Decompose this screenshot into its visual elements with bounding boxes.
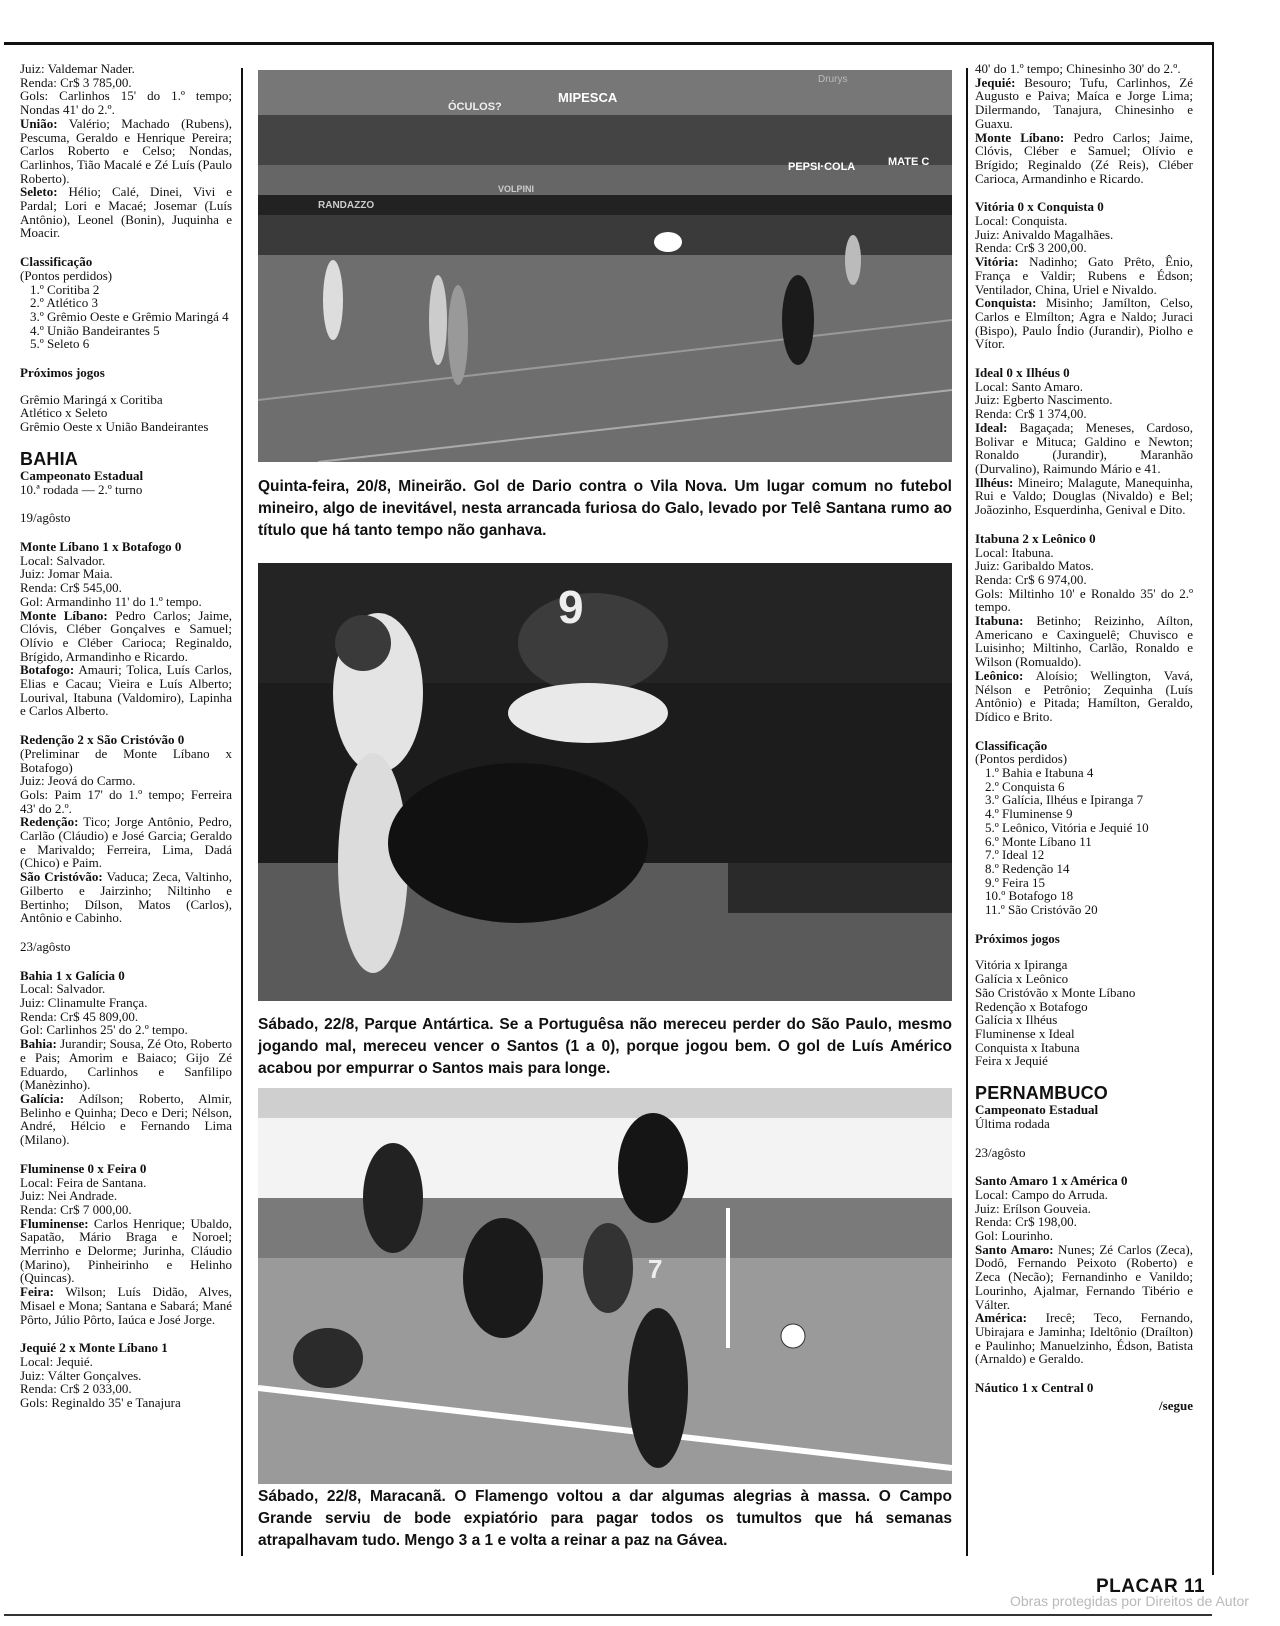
lineup-text: Pedro Carlos; Jaime, Clóvis, Cléber Gonçalves e Samuel; Olívio e Cléber Carioca; Reginaldo, Brígido, Armandinho e Ricardo.	[20, 607, 232, 664]
match-report	[975, 200, 1193, 351]
lineup-line	[975, 296, 1193, 351]
next-game: São Cristóvão x Monte Líbano	[975, 984, 1136, 1000]
team-name: Jequié:	[975, 74, 1016, 90]
lineup-line	[20, 609, 232, 664]
match-detail: Renda: Cr$ 1 374,00.	[975, 406, 1087, 422]
match-detail: Local: Feira de Santana.	[20, 1174, 147, 1190]
classification-row: 4.º Fluminense 9	[985, 806, 1073, 822]
match-detail: Gols: Paim 17' do 1.º tempo; Ferreira 43' do 2.º.	[20, 786, 232, 816]
next-games-block	[975, 932, 1193, 1068]
classification-row: 2.º Atlético 3	[30, 295, 98, 311]
classification-block	[20, 255, 232, 351]
team-name: União:	[20, 115, 58, 131]
match-detail: Renda: Cr$ 2 033,00.	[20, 1381, 132, 1397]
match-title: Itabuna 2 x Leônico 0	[975, 530, 1096, 546]
match-report	[20, 1162, 232, 1326]
match-detail: Juiz: Válter Gonçalves.	[20, 1367, 142, 1383]
lineup-line	[975, 255, 1193, 296]
lineup-text: Vaduca; Zeca, Valtinho, Gilberto e Jairzinho; Niltinho e Bertinho; Dílson, Matos (Carlos), Antônio e Cabinho.	[20, 869, 233, 926]
classification-row: 7.º Ideal 12	[985, 847, 1045, 863]
column-rule-left	[241, 68, 243, 1556]
lineup-line	[20, 815, 232, 870]
match-title: Ideal 0 x Ilhéus 0	[975, 365, 1070, 381]
next-games-block	[20, 366, 232, 434]
photo-mineirao	[258, 70, 952, 462]
match-report	[20, 540, 232, 718]
match-report	[20, 969, 232, 1147]
lineup-text: Nadinho; Gato Prêto, Ênio, França e Valdir; Rubens e Édson; Ventilador, China, Uriel e Nivaldo.	[975, 254, 1193, 297]
stadium-sign: Drurys	[818, 74, 848, 85]
lineup-text: Misinho; Jamílton, Celso, Carlos e Elmílton; Agra e Naldo; Juraci (Bispo), Paulo Índio (Jurandir), Piolho e Vítor.	[975, 295, 1193, 352]
next-games-title: Próximos jogos	[975, 930, 1060, 946]
match-detail: Renda: Cr$ 198,00.	[975, 1214, 1077, 1230]
match-detail: Juiz: Nei Andrade.	[20, 1188, 118, 1204]
lineup-line	[20, 1285, 232, 1326]
lineup-text: Valério; Machado (Rubens), Pescuma, Geraldo e Henrique Pereira; Carlos Roberto e Celso; Nondas, Carlinhos, Tião Macalé e Zé Luís (Paulo Roberto).	[20, 115, 232, 186]
lineup-line	[20, 1092, 232, 1147]
next-games-title: Próximos jogos	[20, 365, 105, 381]
match-title: Jequié 2 x Monte Líbano 1	[20, 1340, 168, 1356]
footer-rule	[4, 1614, 1212, 1616]
referee-line: Juiz: Valdemar Nader.	[20, 61, 135, 76]
jersey-number: 7	[648, 1254, 663, 1284]
team-name: Galícia:	[20, 1091, 65, 1106]
classification-row: 1.º Coritiba 2	[30, 281, 100, 297]
team-name: Botafogo:	[20, 662, 75, 678]
column-rule-right	[966, 68, 968, 1556]
match-detail: Local: Salvador.	[20, 552, 106, 568]
classification-row: 4.º União Bandeirantes 5	[30, 322, 160, 338]
stadium-sign: ÓCULOS?	[448, 101, 502, 113]
lineup-text: Adílson; Roberto, Almir, Belinho e Quinha; Deco e Deri; Nélson, André, Hélcio e Fernando Lima (Milano).	[20, 1091, 232, 1148]
match-detail: Gol: Armandinho 11' do 1.º tempo.	[20, 593, 202, 609]
next-game: Grêmio Maringá x Coritiba	[20, 391, 163, 407]
match-title: Redenção 2 x São Cristóvão 0	[20, 732, 185, 748]
match-detail: Gol: Lourinho.	[975, 1228, 1053, 1244]
match-title: Santo Amaro 1 x América 0	[975, 1173, 1128, 1189]
championship-name: Campeonato Estadual	[975, 1102, 1099, 1118]
team-name: Seleto:	[20, 184, 58, 200]
match-report	[975, 1174, 1193, 1366]
page-label: PLACAR 11	[1096, 1576, 1206, 1597]
match-detail: Renda: Cr$ 45 809,00.	[20, 1008, 139, 1024]
classification-row: 5.º Seleto 6	[30, 336, 90, 352]
stadium-sign: MATE C	[888, 156, 930, 168]
classification-subtitle: (Pontos perdidos)	[20, 267, 113, 283]
lineup-text: Bagaçada; Meneses, Cardoso, Bolivar e Mituca; Galdino e Newton; Ronaldo (Jurandir), Maranhão (Durvalino), Raimundo Mário e 41.	[975, 419, 1193, 476]
next-game: Galícia x Leônico	[975, 971, 1069, 987]
match-detail: Juiz: Garibaldo Matos.	[975, 558, 1094, 574]
caption-mineirao: Quinta-feira, 20/8, Mineirão. Gol de Dario contra o Vila Nova. Um lugar comum no futebol mineiro, algo de inevitável, nesta arrancada furiosa do Galo, levado por Telê Santana rumo ao título que há tanto tempo não ganhava.	[258, 478, 952, 539]
match-detail: Local: Santo Amaro.	[975, 378, 1083, 394]
classification-row: 1.º Bahia e Itabuna 4	[985, 765, 1094, 781]
round-label: Última rodada	[975, 1115, 1050, 1131]
match-report	[975, 532, 1193, 724]
match-report	[20, 1341, 232, 1410]
next-game: Redenção x Botafogo	[975, 998, 1088, 1014]
photo-maracana-image	[258, 1088, 952, 1484]
match-detail: Renda: Cr$ 6 974,00.	[975, 571, 1087, 587]
lineup-line	[975, 614, 1193, 669]
team-name: Fluminense:	[20, 1215, 89, 1231]
classification-row: 3.º Galícia, Ilhéus e Ipiranga 7	[985, 792, 1144, 808]
stadium-sign: MIPESCA	[558, 90, 618, 105]
team-name: Feira:	[20, 1284, 54, 1300]
lineup-text: Jurandir; Sousa, Zé Oto, Roberto e Pais; Amorim e Baiaco; Gijo Zé Eduardo, Carlinhos e Sanfilipo (Manèzinho).	[20, 1036, 232, 1093]
lineup-line	[20, 663, 232, 718]
match-detail: Juiz: Anivaldo Magalhães.	[975, 226, 1114, 242]
team-name: Itabuna:	[975, 613, 1024, 629]
match-detail: Local: Jequié.	[20, 1353, 93, 1369]
match-detail: Renda: Cr$ 3 200,00.	[975, 240, 1087, 256]
classification-row: 2.º Conquista 6	[985, 778, 1065, 794]
next-game: Atlético x Seleto	[20, 405, 108, 421]
region-title: BAHIA	[20, 448, 78, 469]
classification-row: 6.º Monte Líbano 11	[985, 833, 1092, 849]
photo-parque-antartica-image	[258, 563, 952, 1001]
lineup-text: Betinho; Reizinho, Aílton, Americano e Caxinguelê; Chuvisco e Luisinho; Miltinho, Carlão, Ronaldo e Wilson (Romualdo).	[975, 613, 1193, 670]
team-name: Ilhéus:	[975, 474, 1014, 490]
team-name: Redenção:	[20, 814, 79, 830]
lineup-text: Irecê; Teco, Fernando, Ubirajara e Jaminha; Ideltônio (Draílton) e Paulinho; Manuelzinho, Édson, Batista (Arnaldo) e Geraldo.	[975, 1310, 1193, 1367]
next-game: Galícia x Ilhéus	[975, 1012, 1058, 1028]
date-label: 19/agôsto	[20, 510, 71, 526]
team-name: Vitória:	[975, 254, 1019, 270]
stadium-sign: PEPSI·COLA	[788, 161, 856, 173]
lineup-text: Wilson; Luís Didão, Alves, Misael e Mona; Santana e Sabará; Mané Pôrto, Júlio Pôrto, Iaúca e José Jorge.	[20, 1284, 232, 1327]
classification-title: Classificação	[975, 737, 1048, 753]
watermark: Obras protegidas por Direitos de Autor	[1010, 1593, 1249, 1609]
lineup-line	[975, 1243, 1193, 1312]
lineup-line	[20, 1217, 232, 1286]
left-column	[20, 62, 232, 1425]
goals-line: 40' do 1.º tempo; Chinesinho 30' do 2.º.	[975, 61, 1181, 76]
match-detail: Gols: Miltinho 10' e Ronaldo 35' do 2.º tempo.	[975, 585, 1193, 615]
match-detail: Juiz: Jomar Maia.	[20, 566, 113, 582]
parana-game-tail	[20, 62, 232, 240]
lineup-line	[20, 185, 232, 240]
lineup-text: Mineiro; Malagute, Manequinha, Rui e Valdo; Douglas (Nivaldo) e Bel; Joãozinho, Esquerdinha, Genival e Dito.	[975, 474, 1193, 518]
classification-row: 11.º São Cristóvão 20	[985, 902, 1098, 918]
match-report	[975, 366, 1193, 517]
lineup-line	[975, 669, 1193, 724]
stadium-sign: RANDAZZO	[318, 200, 375, 211]
lineup-text: Amauri; Tolica, Luís Carlos, Elias e Cacau; Vieira e Luís Alberto; Lourival, Itabuna (Valdomiro), Lapinha e Carlos Alberto.	[20, 662, 232, 719]
round-label: 10.ª rodada — 2.º turno	[20, 481, 143, 497]
next-game: Fluminense x Ideal	[975, 1026, 1075, 1041]
classification-subtitle: (Pontos perdidos)	[975, 751, 1068, 767]
goals-line: Gols: Carlinhos 15' do 1.º tempo; Nondas 41' do 2.º.	[20, 88, 232, 118]
team-name: Leônico:	[975, 667, 1024, 683]
continues-label: /segue	[1159, 1397, 1193, 1413]
next-game: Feira x Jequié	[975, 1053, 1048, 1069]
classification-row: 5.º Leônico, Vitória e Jequié 10	[985, 819, 1149, 835]
photo-mineirao-image	[258, 70, 952, 462]
classification-title: Classificação	[20, 254, 93, 270]
team-name: Ideal:	[975, 419, 1008, 435]
photo-parque-antartica	[258, 563, 952, 1001]
stadium-sign: VOLPINI	[498, 184, 535, 194]
team-name: Bahia:	[20, 1036, 57, 1052]
classification-row: 10.º Botafogo 18	[985, 888, 1074, 904]
lineup-text: Aloísio; Wellington, Vavá, Nélson e Petrônio; Zequinha (Luís Antônio) e Pitada; Hamílton, Geraldo, Dídico e Brito.	[975, 667, 1193, 724]
lineup-line	[975, 476, 1193, 517]
match-report	[20, 733, 232, 925]
classification-block	[975, 739, 1193, 917]
right-column	[975, 62, 1193, 1412]
lineup-line	[975, 131, 1193, 186]
match-detail: Local: Itabuna.	[975, 544, 1054, 560]
lineup-text: Carlos Henrique; Ubaldo, Sapatão, Mário Braga e Noroel; Merrinho e Delorme; Jurinha, Cláudio (Marino), Pinheirinho e Helinho (Quincas).	[20, 1215, 232, 1286]
match-detail: Local: Salvador.	[20, 981, 106, 997]
income-line: Renda: Cr$ 3 785,00.	[20, 74, 132, 90]
match-title: Náutico 1 x Central 0	[975, 1380, 1094, 1396]
team-name: América:	[975, 1310, 1027, 1326]
date-label: 23/agôsto	[20, 938, 71, 954]
classification-row: 9.º Feira 15	[985, 874, 1045, 890]
match-title: Bahia 1 x Galícia 0	[20, 967, 125, 983]
lineup-text: Nunes; Zé Carlos (Zeca), Dodô, Fernando Peixoto (Roberto) e Zeca (Necão); Fernandinho e Vanildo; Lourinho, Ajalmar, Fernando Tibério e Válter.	[975, 1241, 1194, 1312]
jersey-number: 9	[558, 581, 584, 633]
lineup-line	[975, 421, 1193, 476]
team-name: Monte Líbano:	[20, 607, 108, 623]
match-detail: Local: Campo do Arruda.	[975, 1186, 1108, 1202]
team-name: Monte Líbano:	[975, 129, 1065, 145]
date-label: 23/agôsto	[975, 1144, 1026, 1160]
match-detail: Juiz: Clinamulte França.	[20, 995, 148, 1011]
caption-parque-antartica: Sábado, 22/8, Parque Antártica. Se a Portuguêsa não mereceu perder do São Paulo, mesmo jogando mal, mereceu vencer o Santos (1 a 0), porque jogou bem. O gol de Luís Américo acabou por empurrar o Santos mais para longe.	[258, 1016, 952, 1077]
last-game-block	[975, 1381, 1193, 1412]
caption-maracana: Sábado, 22/8, Maracanã. O Flamengo voltou a dar algumas alegrias à massa. O Campo Grande serviu de bode expiatório para pagar todos os tumultos que há semanas atrapalhavam tudo. Mengo 3 a 1 e volta a reinar a paz na Gávea.	[258, 1488, 952, 1549]
team-name: Santo Amaro:	[975, 1241, 1054, 1257]
bahia-header	[20, 449, 232, 496]
team-name: Conquista:	[975, 295, 1037, 311]
match-title: Vitória 0 x Conquista 0	[975, 199, 1104, 215]
match-detail: Renda: Cr$ 7 000,00.	[20, 1201, 132, 1217]
match-detail: Renda: Cr$ 545,00.	[20, 580, 122, 596]
photo-maracana	[258, 1088, 952, 1484]
next-game: Conquista x Itabuna	[975, 1039, 1080, 1055]
classification-row: 8.º Redenção 14	[985, 860, 1070, 876]
pernambuco-header	[975, 1083, 1193, 1130]
lineup-line	[20, 1037, 232, 1092]
lineup-line	[20, 117, 232, 186]
next-game: Vitória x Ipiranga	[975, 957, 1068, 973]
lineup-text: Pedro Carlos; Jaime, Clóvis, Cléber e Samuel; Olívio e Brígido; Reginaldo (Zé Reis), Cléber Carioca, Armandinho e Ricardo.	[975, 129, 1193, 186]
match-detail: Juiz: Erílson Gouveia.	[975, 1200, 1091, 1216]
match-detail: Juiz: Egberto Nascimento.	[975, 392, 1113, 408]
match-detail: Gol: Carlinhos 25' do 2.º tempo.	[20, 1022, 188, 1038]
team-name: São Cristóvão:	[20, 869, 103, 885]
lineup-line	[20, 870, 232, 925]
lineup-text: Besouro; Tufu, Carlinhos, Zé Augusto e Paiva; Maíca e Jorge Lima; Dilermando, Tanajura, Chinesinho e Guaxu.	[975, 74, 1193, 131]
championship-name: Campeonato Estadual	[20, 467, 144, 483]
classification-row: 3.º Grêmio Oeste e Grêmio Maringá 4	[30, 308, 229, 324]
match-detail: Local: Conquista.	[975, 213, 1068, 229]
lineup-text: Tico; Jorge Antônio, Pedro, Carlão (Cláudio) e José Garcia; Geraldo e Marivaldo; Ferreira, Lima, Dadá (Chico) e Paim.	[20, 814, 232, 871]
match-detail: Gols: Reginaldo 35' e Tanajura	[20, 1395, 181, 1411]
match-title: Fluminense 0 x Feira 0	[20, 1160, 147, 1176]
match-detail: (Preliminar de Monte Líbano x Botafogo)	[20, 745, 232, 775]
jequie-game-tail	[975, 62, 1193, 185]
lineup-text: Hélio; Calé, Dinei, Vivi e Pardal; Lori e Macaé; Josemar (Luís Antônio), Leonel (Bonin), Juquinha e Moacir.	[20, 184, 232, 241]
region-title: PERNAMBUCO	[975, 1083, 1109, 1104]
next-game: Grêmio Oeste x União Bandeirantes	[20, 419, 209, 435]
lineup-line	[975, 76, 1193, 131]
match-title: Monte Líbano 1 x Botafogo 0	[20, 538, 182, 554]
match-detail: Juiz: Jeová do Carmo.	[20, 773, 136, 789]
lineup-line	[975, 1311, 1193, 1366]
